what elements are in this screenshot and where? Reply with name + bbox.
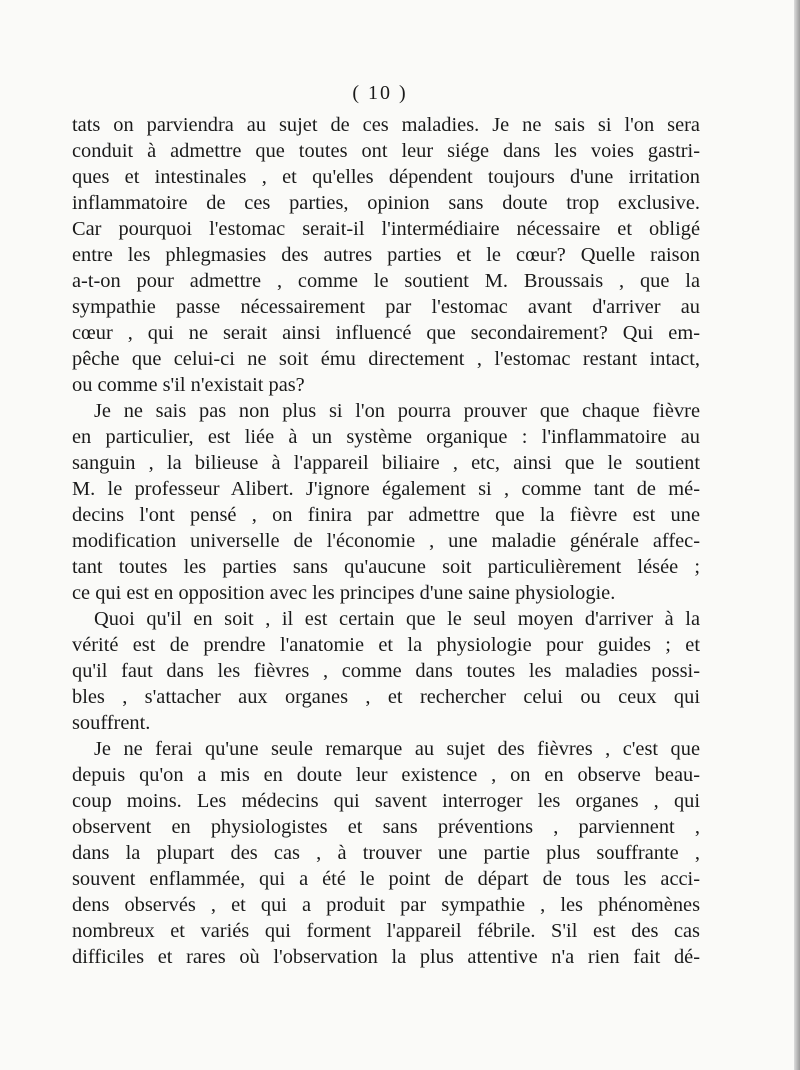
text-line: Car pourquoi l'estomac serait-il l'intermédiaire nécessaire et obligé (72, 218, 700, 240)
text-line: nombreux et variés qui forment l'appareil fébrile. S'il est des cas (72, 920, 700, 942)
text-line: ques et intestinales , et qu'elles dépendent toujours d'une irritation (72, 166, 700, 188)
body-text (72, 112, 700, 970)
page-edge-shadow (794, 0, 800, 1070)
text-line: difficiles et rares où l'observation la plus attentive n'a rien fait dé- (72, 946, 700, 968)
text-line: depuis qu'on a mis en doute leur existence , on en observe beau- (72, 764, 700, 786)
text-line: Quoi qu'il en soit , il est certain que le seul moyen d'arriver à la (94, 608, 700, 630)
text-line: coup moins. Les médecins qui savent interroger les organes , qui (72, 790, 700, 812)
text-line: souffrent. (72, 712, 151, 734)
text-line: tant toutes les parties sans qu'aucune soit particulièrement lésée ; (72, 556, 700, 578)
text-line: cœur , qui ne serait ainsi influencé que secondairement? Qui em- (72, 322, 700, 344)
text-line: souvent enflammée, qui a été le point de départ de tous les acci- (72, 868, 700, 890)
text-line: observent en physiologistes et sans préventions , parviennent , (72, 816, 700, 838)
text-line: ce qui est en opposition avec les principes d'une saine physiologie. (72, 582, 616, 604)
text-line: sympathie passe nécessairement par l'estomac avant d'arriver au (72, 296, 700, 318)
page-number: ( 10 ) (352, 82, 408, 104)
text-line: bles , s'attacher aux organes , et rechercher celui ou ceux qui (72, 686, 700, 708)
text-line: a-t-on pour admettre , comme le soutient M. Broussais , que la (72, 270, 700, 292)
text-line: Je ne ferai qu'une seule remarque au sujet des fièvres , c'est que (94, 738, 700, 760)
text-line: conduit à admettre que toutes ont leur siége dans les voies gastri- (72, 140, 700, 162)
text-line: vérité est de prendre l'anatomie et la physiologie pour guides ; et (72, 634, 700, 656)
text-line: M. le professeur Alibert. J'ignore également si , comme tant de mé- (72, 478, 700, 500)
text-line: dens observés , et qui a produit par sympathie , les phénomènes (72, 894, 700, 916)
text-line: dans la plupart des cas , à trouver une partie plus souffrante , (72, 842, 700, 864)
text-line: modification universelle de l'économie , une maladie générale affec- (72, 530, 700, 552)
text-line: Je ne sais pas non plus si l'on pourra prouver que chaque fièvre (94, 400, 700, 422)
text-line: inflammatoire de ces parties, opinion sans doute trop exclusive. (72, 192, 700, 214)
text-line: decins l'ont pensé , on finira par admettre que la fièvre est une (72, 504, 700, 526)
text-line: pêche que celui-ci ne soit ému directement , l'estomac restant intact, (72, 348, 700, 370)
text-line: tats on parviendra au sujet de ces maladies. Je ne sais si l'on sera (72, 114, 700, 136)
text-line: qu'il faut dans les fièvres , comme dans toutes les maladies possi- (72, 660, 700, 682)
text-line: ou comme s'il n'existait pas? (72, 374, 305, 396)
text-line: sanguin , la bilieuse à l'appareil biliaire , etc, ainsi que le soutient (72, 452, 700, 474)
text-line: en particulier, est liée à un système organique : l'inflammatoire au (72, 426, 700, 448)
text-line: entre les phlegmasies des autres parties et le cœur? Quelle raison (72, 244, 700, 266)
